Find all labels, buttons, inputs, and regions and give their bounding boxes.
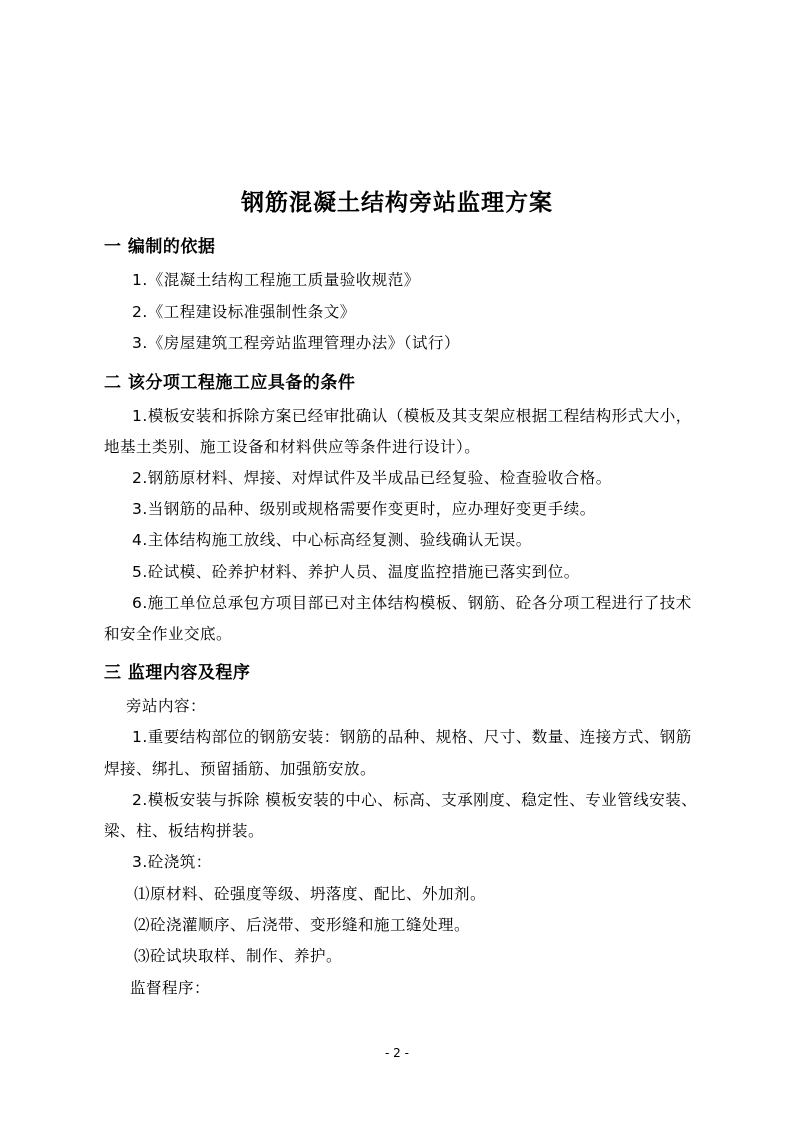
section-2-line: 6.施工单位总承包方项目部已对主体结构模板、钢筋、砼各分项工程进行了技术	[132, 594, 692, 612]
document-title: 钢筋混凝土结构旁站监理方案	[241, 189, 553, 216]
section-3-line: ⑴原材料、砼强度等级、坍落度、配比、外加剂。	[134, 885, 487, 903]
section-2-line: 1.模板安装和拆除方案已经审批确认（模板及其支架应根据工程结构形式大小，	[132, 407, 692, 425]
section-1-item: 1.《混凝土结构工程施工质量验收规范》	[132, 271, 420, 289]
section-3-line: 3.砼浇筑：	[132, 853, 212, 871]
section-3-line: 旁站内容：	[126, 697, 207, 715]
section-2-line: 3.当钢筋的品种、级别或规格需要作变更时，应办理好变更手续。	[132, 500, 596, 518]
section-2-heading: 二 该分项工程施工应具备的条件	[104, 373, 356, 393]
section-1-heading: 一 编制的依据	[104, 237, 216, 257]
section-1-item: 3.《房屋建筑工程旁站监理管理办法》（试行）	[132, 334, 461, 352]
section-3-line: 监督程序：	[130, 979, 211, 997]
section-3-line: 1.重要结构部位的钢筋安装：钢筋的品种、规格、尺寸、数量、连接方式、钢筋	[132, 728, 692, 746]
section-2-line: 5.砼试模、砼养护材料、养护人员、温度监控措施已落实到位。	[132, 563, 580, 581]
section-2-line: 2.钢筋原材料、焊接、对焊试件及半成品已经复验、检查验收合格。	[132, 469, 612, 487]
section-3-line: ⑵砼浇灌顺序、后浇带、变形缝和施工缝处理。	[134, 916, 471, 934]
section-3-heading: 三 监理内容及程序	[104, 663, 251, 683]
page-number: - 2 -	[385, 1046, 409, 1060]
section-3-line: 焊接、绑扎、预留插筋、加强筋安放。	[104, 760, 377, 778]
section-2-line: 4.主体结构施工放线、中心标高经复测、验线确认无误。	[132, 531, 532, 549]
section-1-item: 2.《工程建设标准强制性条文》	[132, 303, 356, 321]
section-3-line: 2.模板安装与拆除 模板安装的中心、标高、支承刚度、稳定性、专业管线安装、	[132, 791, 698, 809]
section-2-line: 地基土类别、施工设备和材料供应等条件进行设计）。	[104, 438, 481, 456]
section-3-line: ⑶砼试块取样、制作、养护。	[134, 947, 343, 965]
section-3-line: 梁、柱、板结构拼装。	[104, 822, 265, 840]
section-2-line: 和安全作业交底。	[104, 625, 233, 643]
